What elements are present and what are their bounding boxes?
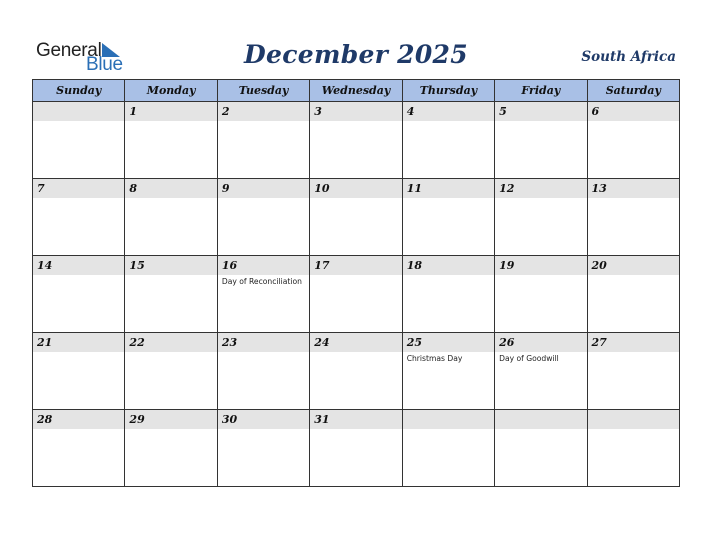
weekday-header: Wednesday <box>310 80 402 102</box>
day-number: 20 <box>588 256 679 275</box>
day-cell[interactable] <box>33 102 125 179</box>
day-number: 14 <box>33 256 124 275</box>
day-number: 13 <box>588 179 679 198</box>
day-number: 1 <box>125 102 216 121</box>
day-cell[interactable] <box>310 410 402 487</box>
day-cell[interactable] <box>495 179 587 256</box>
day-cell[interactable] <box>125 256 217 333</box>
day-cell[interactable] <box>217 410 309 487</box>
day-cell[interactable] <box>33 333 125 410</box>
day-cell[interactable] <box>33 179 125 256</box>
day-cell[interactable] <box>217 102 309 179</box>
logo-blue-text: Blue <box>86 54 123 75</box>
day-cell[interactable] <box>402 333 494 410</box>
holiday-label: Day of Reconciliation <box>221 277 302 286</box>
day-cell[interactable] <box>217 333 309 410</box>
day-number: 24 <box>310 333 401 352</box>
day-cell[interactable] <box>402 410 494 487</box>
day-number: 21 <box>33 333 124 352</box>
weekday-header: Sunday <box>33 80 125 102</box>
day-number: 3 <box>310 102 401 121</box>
day-cell[interactable] <box>33 410 125 487</box>
weekday-header: Monday <box>125 80 217 102</box>
day-number: 23 <box>218 333 309 352</box>
day-cell[interactable] <box>125 179 217 256</box>
day-cell[interactable] <box>217 179 309 256</box>
day-cell[interactable] <box>587 102 679 179</box>
holiday-label: Day of Goodwill <box>499 354 559 363</box>
day-cell[interactable] <box>402 256 494 333</box>
day-number: 2 <box>218 102 309 121</box>
day-number: 12 <box>495 179 586 198</box>
logo-general-text: General <box>36 40 102 61</box>
day-number: 4 <box>403 102 494 121</box>
calendar-grid <box>32 79 680 487</box>
day-cell[interactable] <box>495 333 587 410</box>
day-number <box>588 410 679 429</box>
day-number: 6 <box>588 102 679 121</box>
week-row <box>33 256 680 333</box>
holiday-label: Christmas Day <box>406 354 463 363</box>
day-number: 9 <box>218 179 309 198</box>
day-cell[interactable] <box>33 256 125 333</box>
day-cell[interactable] <box>402 102 494 179</box>
day-number <box>495 410 586 429</box>
weekday-header: Thursday <box>402 80 494 102</box>
day-cell[interactable] <box>310 256 402 333</box>
day-cell[interactable] <box>402 179 494 256</box>
day-cell[interactable] <box>587 410 679 487</box>
day-cell[interactable] <box>125 102 217 179</box>
weekday-header: Friday <box>495 80 587 102</box>
week-row <box>33 410 680 487</box>
day-number: 25 <box>403 333 494 352</box>
day-number: 29 <box>125 410 216 429</box>
day-cell[interactable] <box>495 410 587 487</box>
day-number: 16 <box>218 256 309 275</box>
day-number: 17 <box>310 256 401 275</box>
day-cell[interactable] <box>310 179 402 256</box>
day-number: 5 <box>495 102 586 121</box>
week-row <box>33 333 680 410</box>
week-row <box>33 179 680 256</box>
day-cell[interactable] <box>310 102 402 179</box>
day-number: 22 <box>125 333 216 352</box>
country-label: South Africa <box>581 49 676 65</box>
day-cell[interactable] <box>587 179 679 256</box>
weekday-header: Tuesday <box>217 80 309 102</box>
day-number: 11 <box>403 179 494 198</box>
day-number: 28 <box>33 410 124 429</box>
day-number: 30 <box>218 410 309 429</box>
day-cell[interactable] <box>495 102 587 179</box>
weekday-header: Saturday <box>587 80 679 102</box>
day-number: 8 <box>125 179 216 198</box>
day-cell[interactable] <box>495 256 587 333</box>
day-number: 15 <box>125 256 216 275</box>
day-number: 10 <box>310 179 401 198</box>
day-number: 7 <box>33 179 124 198</box>
day-number: 19 <box>495 256 586 275</box>
weekday-header-row <box>33 80 680 102</box>
day-cell[interactable] <box>217 256 309 333</box>
day-number: 31 <box>310 410 401 429</box>
day-cell[interactable] <box>125 333 217 410</box>
day-cell[interactable] <box>125 410 217 487</box>
day-number <box>403 410 494 429</box>
day-number <box>33 102 124 121</box>
day-cell[interactable] <box>587 333 679 410</box>
calendar-title: December 2025 <box>244 40 468 69</box>
day-cell[interactable] <box>310 333 402 410</box>
day-number: 27 <box>588 333 679 352</box>
week-row <box>33 102 680 179</box>
day-number: 26 <box>495 333 586 352</box>
day-number: 18 <box>403 256 494 275</box>
day-cell[interactable] <box>587 256 679 333</box>
